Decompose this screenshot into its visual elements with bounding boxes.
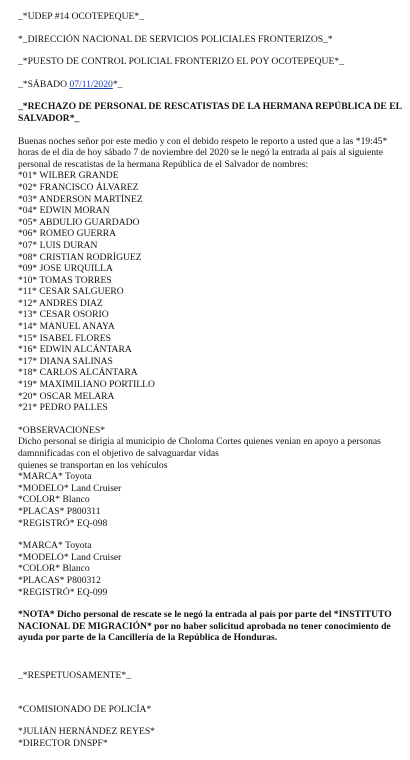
name-item: *21* PEDRO PALLES bbox=[18, 402, 108, 414]
name-item: *18* CARLOS ALCÁNTARA bbox=[18, 367, 138, 379]
subject-line: _*RECHAZO DE PERSONAL DE RESCATISTAS DE LA HERMANA REPÚBLICA DE EL SALVADOR*_ bbox=[18, 101, 402, 124]
vehicle-block bbox=[18, 471, 404, 529]
vehicle-plates: *PLACAS* P800312 bbox=[18, 574, 101, 586]
name-item: *13* CESAR OSORIO bbox=[18, 309, 109, 321]
vehicle-block bbox=[18, 540, 404, 598]
name-item: *06* ROMEO GUERRA bbox=[18, 228, 117, 240]
intro-paragraph: Buenas noches señor por este medio y con el debido respeto le reporto a usted que a las *19:45* horas de el dia de hoy sábado 7 de noviembre del 2020 se le negó la entrada al país al siguiente personal de rescatistas de la hermana República de el Salvador de nombres: bbox=[18, 135, 388, 170]
name-item: *01* WILBER GRANDE bbox=[18, 170, 119, 182]
vehicle-color: *COLOR* Blanco bbox=[18, 563, 90, 575]
name-item: *17* DIANA SALINAS bbox=[18, 355, 113, 367]
name-item: *16* EDWIN ALCÁNTARA bbox=[18, 344, 132, 356]
name-item: *10* TOMAS TORRES bbox=[18, 274, 112, 286]
observations-heading: *OBSERVACIONES* bbox=[18, 424, 106, 436]
name-item: *04* EDWIN MORAN bbox=[18, 205, 110, 217]
names-list bbox=[18, 170, 404, 413]
nota-paragraph: *NOTA* Dicho personal de rescate se le negó la entrada al país por parte del *INSTITUTO NACIONAL DE MIGRACIÓN* por no haber solicitud aprobada no tener conocimiento de ayuda por parte de la Cancillería de la República de Honduras. bbox=[18, 609, 392, 644]
observations-text: Dicho personal se dirigia al municipio de Choloma Cortes quienes venian en apoyo a personas damnnificadas con el objetivo de salvaguardar vidas bbox=[18, 436, 381, 459]
date-prefix: _*SÁBADO bbox=[18, 78, 70, 90]
vehicle-brand: *MARCA* Toyota bbox=[18, 540, 92, 552]
observations-vehicles-intro: quienes se transportan en los vehículos bbox=[18, 459, 168, 471]
name-item: *07* LUIS DURAN bbox=[18, 239, 98, 251]
vehicle-model: *MODELO* Land Cruiser bbox=[18, 482, 122, 494]
vehicle-color: *COLOR* Blanco bbox=[18, 494, 90, 506]
name-item: *02* FRANCISCO ÁLVAREZ bbox=[18, 181, 139, 193]
name-item: *05* ABDULIO GUARDADO bbox=[18, 216, 140, 228]
date-link[interactable]: 07/11/2020 bbox=[69, 78, 113, 90]
signature-name: *JULIÁN HERNÁNDEZ REYES* bbox=[18, 726, 155, 738]
name-item: *08* CRISTIAN RODRÍGUEZ bbox=[18, 251, 142, 263]
header-unit: _*UDEP #14 OCOTEPEQUE*_ bbox=[18, 11, 144, 22]
closing-line: _*RESPETUOSAMENTE*_ bbox=[18, 669, 131, 681]
header-post: _*PUESTO DE CONTROL POLICIAL FRONTERIZO EL POY OCOTEPEQUE*_ bbox=[18, 56, 344, 68]
vehicle-plates: *PLACAS* P800311 bbox=[18, 505, 101, 517]
name-item: *09* JOSE URQUILLA bbox=[18, 263, 113, 275]
vehicle-registry: *REGISTRÓ* EQ-098 bbox=[18, 517, 108, 529]
vehicle-model: *MODELO* Land Cruiser bbox=[18, 551, 122, 563]
document-body bbox=[18, 0, 404, 749]
name-item: *03* ANDERSON MARTÍNEZ bbox=[18, 193, 143, 205]
vehicle-registry: *REGISTRÓ* EQ-099 bbox=[18, 586, 108, 598]
header-date bbox=[18, 79, 404, 91]
name-item: *12* ANDRES DIAZ bbox=[18, 297, 103, 309]
name-item: *15* ISABEL FLORES bbox=[18, 332, 111, 344]
vehicle-brand: *MARCA* Toyota bbox=[18, 471, 92, 483]
name-item: *14* MANUEL ANAYA bbox=[18, 321, 115, 333]
date-suffix: *_ bbox=[112, 78, 123, 90]
name-item: *11* CESAR SALGUERO bbox=[18, 286, 124, 298]
header-direction: *_DIRECCIÓN NACIONAL DE SERVICIOS POLICIALES FRONTERIZOS_* bbox=[18, 33, 333, 45]
name-item: *19* MAXIMILIANO PORTILLO bbox=[18, 379, 155, 391]
name-item: *20* OSCAR MELARA bbox=[18, 390, 115, 402]
signature-title: *DIRECTOR DNSPF* bbox=[18, 737, 108, 749]
signature-rank: *COMISIONADO DE POLICÍA* bbox=[18, 703, 152, 715]
